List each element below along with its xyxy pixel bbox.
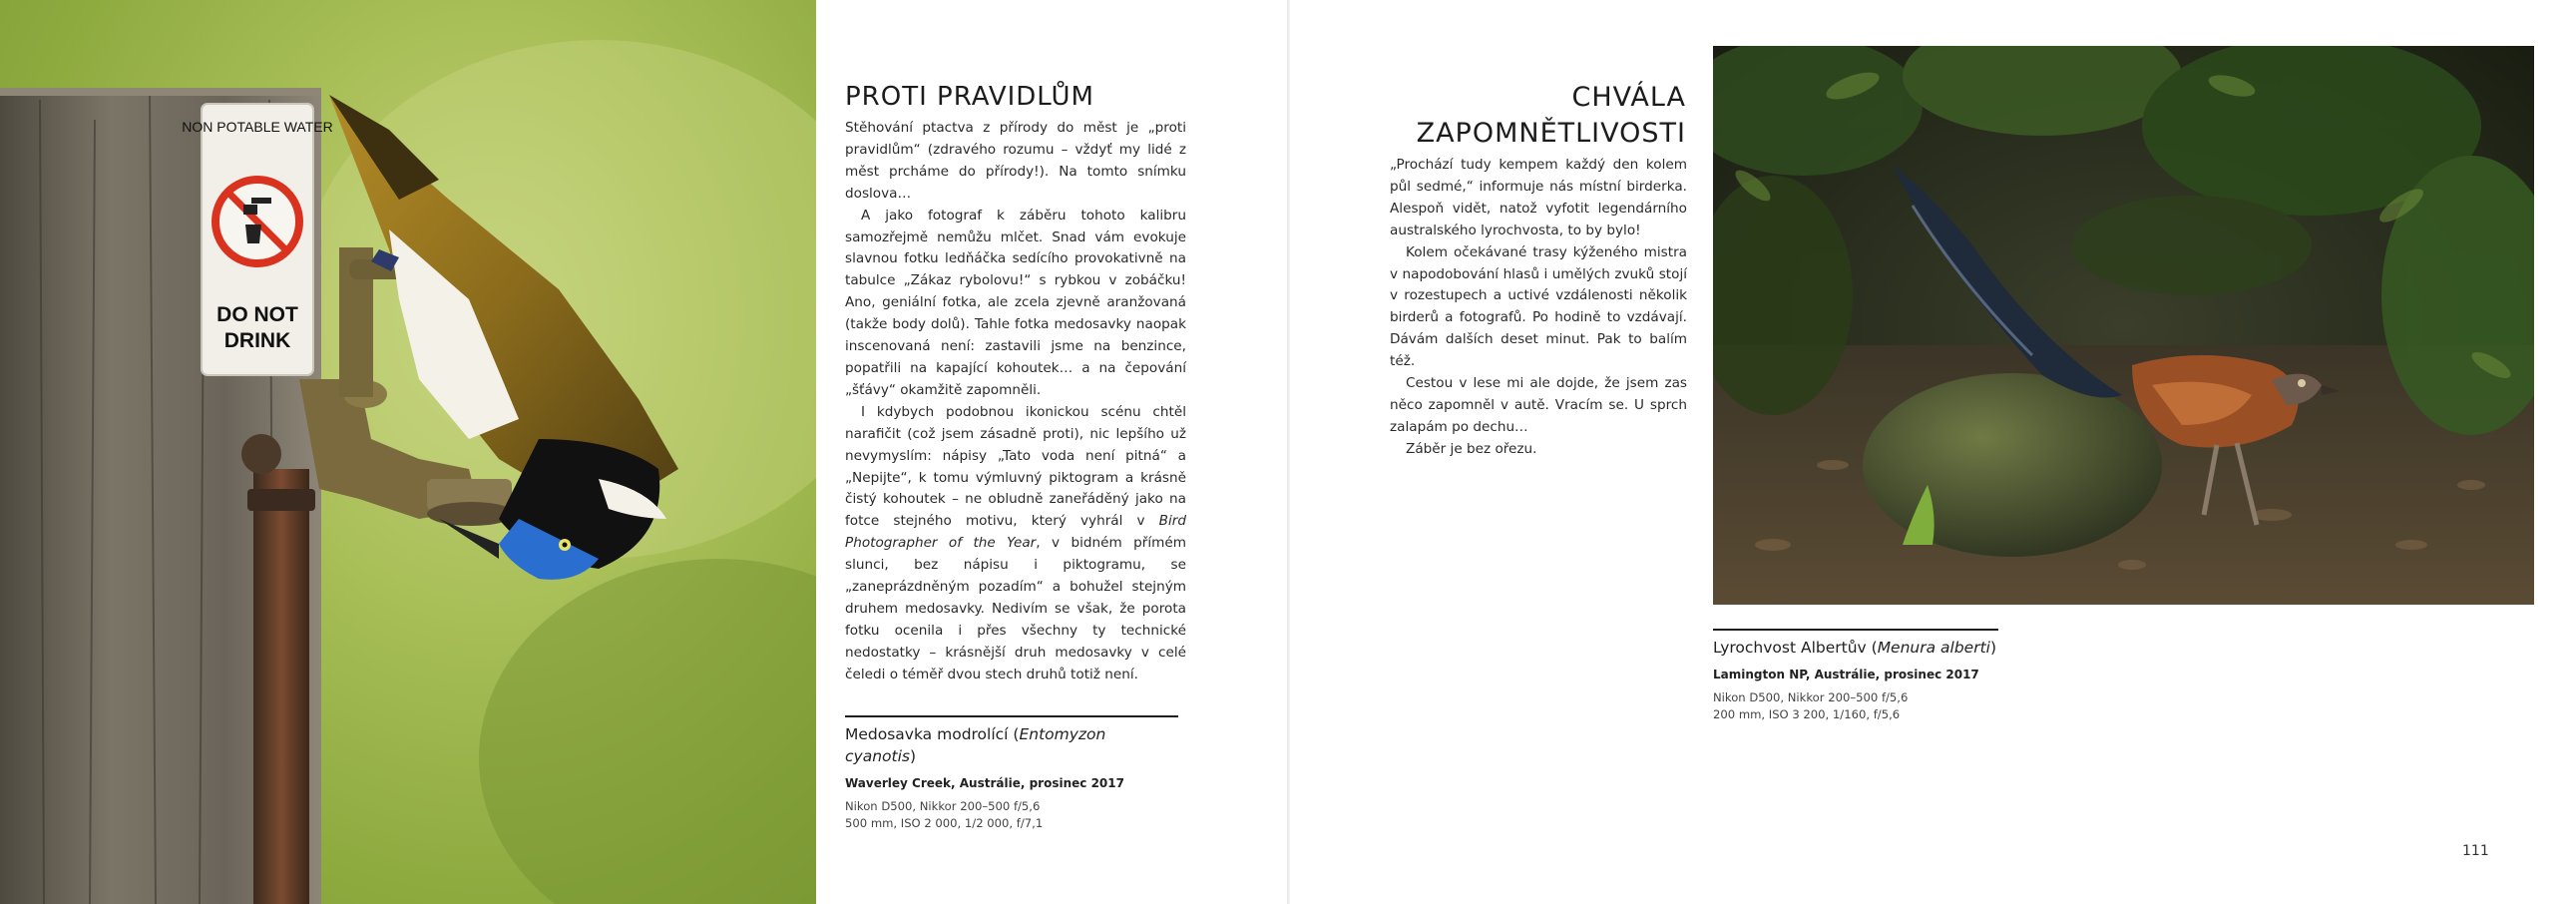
- right-page-body: [1390, 155, 1687, 461]
- right-paragraph-4: Záběr je bez ořezu.: [1406, 440, 1537, 457]
- caption-tech-line-1: Nikon D500, Nikkor 200–500 f/5,6: [1713, 690, 1909, 704]
- left-paragraph-3-part-2: , v bidném přímém slunci, bez nápisu i piktogramu, se „zaneprázdněným pozadím“ a bohužel stejným druhem medosavky. Nedivím se však, že porota fotku ocenila i přes všechny ty technické nedostatky – krásnější druh medosavky v celé čeledi o téměř dvou stech druhů totiž není.: [845, 535, 1186, 682]
- caption-title: [845, 723, 1178, 767]
- blue-faced-honeyeater-photo: [0, 0, 816, 904]
- caption-title-suffix: ): [1989, 639, 1997, 657]
- left-paragraph-1: Stěhování ptactva z přírody do měst je „proti pravidlům“ (zdravého rozumu – vždyť my lidé z měst prcháme do přírody!). Na tomto snímku doslova…: [845, 120, 1186, 202]
- caption-latin-name: Menura alberti: [1877, 639, 1990, 657]
- caption-title-prefix: Medosavka modrolící (: [845, 725, 1020, 743]
- left-paragraph-3-part-1: I kdybych podobnou ikonickou scénu chtěl narafičit (což jsem zásadně proti), nic lepšího už nevymyslím: nápisy „Tato voda není pitná“ a „Nepijte“, k tomu výmluvný piktogram a krásně čistý kohoutek – ne obludně zaneřáděný jako na fotce stejného motivu, který vyhrál v: [845, 403, 1186, 530]
- caption-title-suffix: ): [909, 747, 917, 765]
- sign-bottom-text-1: DO NOT: [216, 303, 298, 326]
- caption-location: Lamington NP, Austrálie, prosinec 2017: [1713, 668, 1979, 681]
- right-paragraph-2: Kolem očekávané trasy kýženého mistra v napodobování hlasů i umělých zvuků stojí v rozestupech a uctivé vzdálenosti několik birderů a fotografů. Po hodině to vzdávají. Dávám dalších deset minut. Pak to balím též.: [1390, 243, 1687, 370]
- caption-tech-line-2: 500 mm, ISO 2 000, 1/2 000, f/7,1: [845, 816, 1044, 830]
- caption-rule: [1713, 629, 1998, 631]
- no-drinking-sign: [182, 104, 332, 375]
- albert-lyrebird-photo: [1713, 46, 2534, 605]
- caption-latin-name: Entomyzon cyanotis: [845, 725, 1106, 765]
- caption-tech: [1713, 689, 1998, 723]
- right-photo-caption: [1713, 629, 1998, 723]
- right-page-heading: [1287, 80, 1686, 152]
- right-heading-line-1: CHVÁLA: [1571, 82, 1686, 113]
- right-paragraph-3: Cestou v lese mi ale dojde, že jsem zas něco zapomněl v autě. Vracím se. U sprch zalapám po dechu…: [1390, 375, 1687, 435]
- left-page-heading: PROTI PRAVIDLŮM: [845, 82, 1094, 112]
- caption-tech-line-2: 200 mm, ISO 3 200, 1/160, f/5,6: [1713, 707, 1901, 721]
- sign-top-text: NON POTABLE WATER: [182, 119, 333, 135]
- right-paragraph-1: „Prochází tudy kempem každý den kolem půl sedmé,“ informuje nás místní birderka. Alespoň vidět, natož vyfotit legendárního australského lyrochvosta, to by bylo!: [1390, 157, 1687, 238]
- left-page-body: [845, 118, 1186, 686]
- caption-rule: [845, 715, 1178, 717]
- caption-tech-line-1: Nikon D500, Nikkor 200–500 f/5,6: [845, 799, 1041, 813]
- left-paragraph-2: A jako fotograf k záběru tohoto kalibru samozřejmě nemůžu mlčet. Snad vám evokuje slavnou fotku ledňáčka sedícího provokativně na tabulce „Zákaz rybolovu!“ s rybkou v zobáčku! Ano, geniální fotka, ale zcela zjevně aranžovaná (takže body dolů). Tahle fotka medosavky naopak inscenovaná není: zastavili jsme na benzince, popatřili na kapající kohoutek… a na čepování „šťávy“ okamžitě zapomněli.: [845, 207, 1186, 398]
- right-heading-line-2: ZAPOMNĚTLIVOSTI: [1416, 118, 1686, 149]
- page-number: 111: [2462, 843, 2489, 859]
- caption-tech: [845, 798, 1178, 832]
- left-paragraph-3: [845, 402, 1186, 686]
- left-photo-caption: [845, 715, 1178, 832]
- competition-name: Bird Photographer of the Year: [845, 513, 1186, 552]
- sign-bottom-text-2: DRINK: [223, 329, 291, 352]
- caption-location: Waverley Creek, Austrálie, prosinec 2017: [845, 776, 1124, 790]
- caption-title: [1713, 637, 1998, 659]
- caption-title-prefix: Lyrochvost Albertův (: [1713, 639, 1878, 657]
